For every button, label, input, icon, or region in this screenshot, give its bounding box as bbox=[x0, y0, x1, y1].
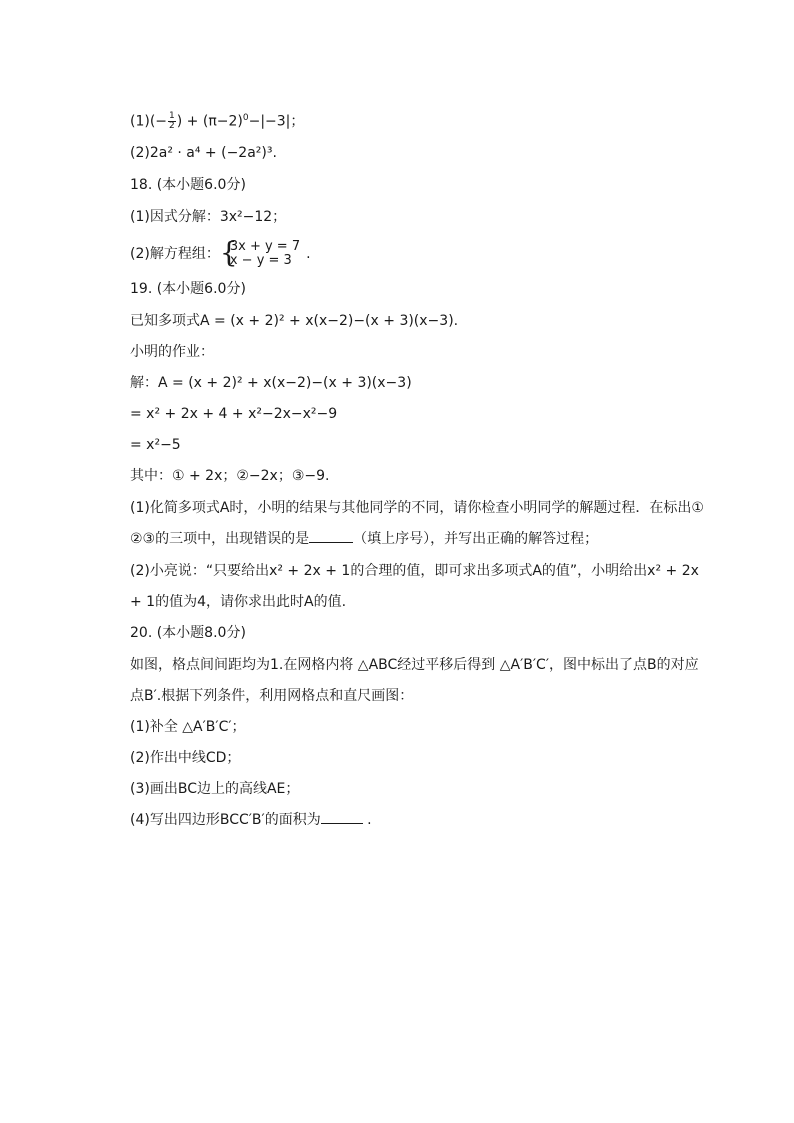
q19-step1: 解：A = (x + 2)² + x(x−2)−(x + 3)(x−3) bbox=[130, 375, 412, 391]
q18-part1: (1)因式分解：3x²−12； bbox=[130, 209, 287, 225]
q19-header: 19. (本小题6.0分) bbox=[130, 281, 246, 297]
q20-part2: (2)作出中线CD； bbox=[130, 750, 241, 766]
q18-part2 bbox=[130, 236, 311, 269]
q18-header: 18. (本小题6.0分) bbox=[130, 177, 246, 193]
q20-part4-pre: (4)写出四边形BCC′B′的面积为 bbox=[130, 812, 321, 828]
q19-part2-line1: (2)小亮说：“只要给出x² + 2x + 1的合理的值，即可求出多项式A的值”，小明给出x² + 2x bbox=[130, 563, 699, 579]
q20-intro-line2: 点B′.根据下列条件，利用网格点和直尺画图： bbox=[130, 688, 414, 704]
q19-marks: 其中：① + 2x；②−2x；③−9. bbox=[130, 468, 330, 484]
q19-part2-line2: + 1的值为4，请你求出此时A的值. bbox=[130, 594, 347, 610]
equation-2: x − y = 3 bbox=[229, 253, 292, 268]
fraction bbox=[168, 112, 176, 131]
q19-homework-label: 小明的作业： bbox=[130, 344, 214, 360]
q17-part2: (2)2a² · a⁴ + (−2a²)³. bbox=[130, 145, 277, 161]
q20-part4-post: . bbox=[362, 812, 372, 828]
answer-blank[interactable] bbox=[321, 811, 363, 824]
q19-step3: = x²−5 bbox=[130, 437, 181, 453]
q17-part1-prefix: (1)(− bbox=[130, 113, 168, 130]
brace-icon: { bbox=[219, 236, 238, 269]
q17-part1-rest: ) + (π−2) bbox=[176, 113, 243, 130]
equation-1: 3x + y = 7 bbox=[229, 239, 301, 254]
equation-system bbox=[219, 236, 301, 269]
q20-part1: (1)补全 △A′B′C′； bbox=[130, 719, 246, 735]
q17-part1 bbox=[130, 108, 304, 132]
q19-part1-line2-post: （填上序号），并写出正确的解答过程； bbox=[353, 531, 599, 547]
exponent: 0 bbox=[242, 113, 249, 123]
q19-step2: = x² + 2x + 4 + x²−2x−x²−9 bbox=[130, 406, 338, 422]
q19-intro: 已知多项式A = (x + 2)² + x(x−2)−(x + 3)(x−3). bbox=[130, 313, 459, 329]
q17-part1-tail: −|−3|； bbox=[248, 113, 305, 130]
q20-part3: (3)画出BC边上的高线AE； bbox=[130, 781, 300, 797]
q18-part2-label: (2)解方程组： bbox=[130, 246, 220, 262]
q20-intro-line1: 如图，格点间间距均为1.在网格内将 △ABC经过平移后得到 △A′B′C′，图中标出了点B的对应 bbox=[130, 657, 699, 673]
q19-part1-line1: (1)化简多项式A时，小明的结果与其他同学的不同，请你检查小明同学的解题过程．在标出① bbox=[130, 500, 704, 516]
q19-part1-line2 bbox=[130, 529, 598, 549]
q18-part2-end: . bbox=[306, 246, 311, 262]
answer-blank[interactable] bbox=[309, 530, 353, 543]
q20-part4 bbox=[130, 810, 372, 830]
fraction-numerator: 1 bbox=[169, 111, 175, 122]
q19-part1-line2-pre: ②③的三项中，出现错误的是 bbox=[130, 531, 310, 547]
q20-header: 20. (本小题8.0分) bbox=[130, 625, 246, 641]
fraction-denominator: 2 bbox=[169, 121, 175, 132]
